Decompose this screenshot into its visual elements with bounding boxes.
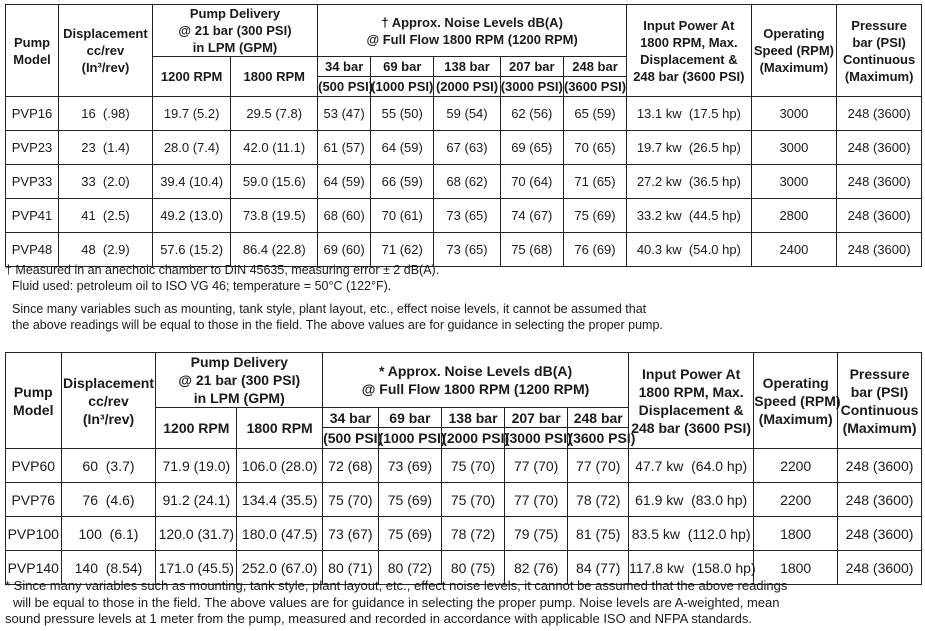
cell-delivery-1800: 29.5 (7.8) — [231, 97, 318, 131]
cell-operating-speed: 2200 — [754, 483, 838, 517]
header-noise-psi: (3600 PSI) — [563, 77, 626, 97]
table-2-footnotes — [5, 578, 915, 628]
spec-table-2 — [5, 352, 922, 585]
cell-noise-248: 76 (69) — [563, 233, 626, 267]
header-displacement: Displacement cc/rev (In³/rev) — [59, 5, 153, 97]
cell-delivery-1200: 71.9 (19.0) — [156, 449, 237, 483]
spec-table-1 — [5, 4, 922, 267]
cell-model: PVP16 — [6, 97, 59, 131]
cell-noise-69: 70 (61) — [371, 199, 434, 233]
table-row — [6, 165, 922, 199]
cell-noise-248: 75 (69) — [563, 199, 626, 233]
cell-noise-34: 72 (68) — [323, 449, 379, 483]
cell-noise-69: 80 (72) — [378, 551, 442, 585]
header-pump-model: Pump Model — [6, 353, 62, 449]
cell-noise-34: 53 (47) — [318, 97, 371, 131]
cell-delivery-1200: 57.6 (15.2) — [152, 233, 231, 267]
cell-noise-248: 70 (65) — [563, 131, 626, 165]
cell-noise-138: 75 (70) — [442, 483, 505, 517]
cell-noise-138: 73 (65) — [434, 199, 500, 233]
cell-delivery-1200: 19.7 (5.2) — [152, 97, 231, 131]
cell-displacement: 33 (2.0) — [59, 165, 153, 199]
header-pump-delivery: Pump Delivery @ 21 bar (300 PSI) in LPM (GPM) — [152, 5, 317, 57]
header-noise-psi: (3000 PSI) — [504, 428, 568, 449]
header-noise-psi: (500 PSI) — [323, 428, 379, 449]
cell-model: PVP60 — [6, 449, 62, 483]
cell-noise-207: 77 (70) — [504, 483, 568, 517]
cell-delivery-1800: 106.0 (28.0) — [237, 449, 323, 483]
header-noise-levels: * Approx. Noise Levels dB(A) @ Full Flow 1800 RPM (1200 RPM) — [323, 353, 629, 408]
cell-noise-207: 75 (68) — [500, 233, 563, 267]
cell-pressure: 248 (3600) — [838, 551, 922, 585]
header-operating-speed: Operating Speed (RPM) (Maximum) — [754, 353, 838, 449]
cell-noise-207: 70 (64) — [500, 165, 563, 199]
cell-pressure: 248 (3600) — [838, 483, 922, 517]
cell-displacement: 16 (.98) — [59, 97, 153, 131]
header-input-power: Input Power At 1800 RPM, Max. Displacement & 248 bar (3600 PSI) — [629, 353, 754, 449]
cell-noise-34: 80 (71) — [323, 551, 379, 585]
footnote-line: the above readings will be equal to those in the field. The above values are for guidance in selecting the proper pump. — [12, 318, 663, 332]
cell-noise-69: 71 (62) — [371, 233, 434, 267]
cell-noise-138: 80 (75) — [442, 551, 505, 585]
table-row — [6, 97, 922, 131]
cell-noise-138: 78 (72) — [442, 517, 505, 551]
header-noise-bar: 248 bar — [563, 57, 626, 77]
cell-delivery-1800: 134.4 (35.5) — [237, 483, 323, 517]
header-input-power: Input Power At 1800 RPM, Max. Displacement & 248 bar (3600 PSI) — [627, 5, 751, 97]
header-noise-psi: (2000 PSI) — [434, 77, 500, 97]
cell-displacement: 48 (2.9) — [59, 233, 153, 267]
footnote-line: will be equal to those in the field. The above values are for guidance in selecting the proper pump. Noise levels are A-weighted, mean — [13, 594, 780, 610]
cell-operating-speed: 3000 — [751, 165, 837, 199]
cell-displacement: 100 (6.1) — [61, 517, 156, 551]
cell-operating-speed: 2200 — [754, 449, 838, 483]
header-noise-psi: (3600 PSI) — [568, 428, 629, 449]
cell-operating-speed: 2400 — [751, 233, 837, 267]
cell-displacement: 60 (3.7) — [61, 449, 156, 483]
footnote-line: Fluid used: petroleum oil to ISO VG 46; temperature = 50°C (122°F). — [12, 279, 392, 293]
cell-delivery-1200: 39.4 (10.4) — [152, 165, 231, 199]
cell-noise-34: 73 (67) — [323, 517, 379, 551]
cell-pressure: 248 (3600) — [838, 517, 922, 551]
cell-pressure: 248 (3600) — [837, 131, 922, 165]
table-row — [6, 199, 922, 233]
cell-noise-34: 61 (57) — [318, 131, 371, 165]
header-rpm-1200: 1200 RPM — [156, 408, 237, 449]
cell-model: PVP76 — [6, 483, 62, 517]
header-displacement: Displacement cc/rev (In³/rev) — [61, 353, 156, 449]
header-operating-speed: Operating Speed (RPM) (Maximum) — [751, 5, 837, 97]
cell-input-power: 61.9 kw (83.0 hp) — [629, 483, 754, 517]
header-pump-delivery: Pump Delivery @ 21 bar (300 PSI) in LPM (GPM) — [156, 353, 323, 408]
cell-pressure: 248 (3600) — [837, 233, 922, 267]
cell-input-power: 47.7 kw (64.0 hp) — [629, 449, 754, 483]
cell-model: PVP33 — [6, 165, 59, 199]
cell-delivery-1200: 49.2 (13.0) — [152, 199, 231, 233]
header-noise-psi: (500 PSI) — [318, 77, 371, 97]
cell-noise-248: 65 (59) — [563, 97, 626, 131]
cell-noise-69: 66 (59) — [371, 165, 434, 199]
cell-noise-248: 77 (70) — [568, 449, 629, 483]
cell-delivery-1800: 59.0 (15.6) — [231, 165, 318, 199]
footnote-line: * Since many variables such as mounting, tank style, plant layout, etc., effect noise levels, it cannot be assumed that the above readings — [5, 578, 788, 593]
cell-noise-138: 75 (70) — [442, 449, 505, 483]
cell-pressure: 248 (3600) — [837, 97, 922, 131]
cell-model: PVP48 — [6, 233, 59, 267]
header-noise-bar: 69 bar — [371, 57, 434, 77]
footnote-line: Since many variables such as mounting, tank style, plant layout, etc., effect noise levels, it cannot be assumed that — [12, 302, 647, 316]
header-rpm-1800: 1800 RPM — [237, 408, 323, 449]
cell-delivery-1800: 252.0 (67.0) — [237, 551, 323, 585]
cell-noise-34: 64 (59) — [318, 165, 371, 199]
header-noise-psi: (1000 PSI) — [378, 428, 442, 449]
cell-displacement: 76 (4.6) — [61, 483, 156, 517]
cell-operating-speed: 1800 — [754, 551, 838, 585]
cell-noise-248: 71 (65) — [563, 165, 626, 199]
cell-delivery-1200: 120.0 (31.7) — [156, 517, 237, 551]
header-rpm-1800: 1800 RPM — [231, 57, 318, 97]
cell-noise-207: 74 (67) — [500, 199, 563, 233]
cell-noise-138: 68 (62) — [434, 165, 500, 199]
header-noise-psi: (2000 PSI) — [442, 428, 505, 449]
cell-delivery-1800: 42.0 (11.1) — [231, 131, 318, 165]
header-noise-psi: (3000 PSI) — [500, 77, 563, 97]
cell-noise-34: 75 (70) — [323, 483, 379, 517]
cell-delivery-1800: 73.8 (19.5) — [231, 199, 318, 233]
cell-noise-34: 68 (60) — [318, 199, 371, 233]
cell-input-power: 33.2 kw (44.5 hp) — [627, 199, 751, 233]
cell-noise-248: 84 (77) — [568, 551, 629, 585]
header-noise-psi: (1000 PSI) — [371, 77, 434, 97]
table-row — [6, 449, 922, 483]
header-pressure: Pressure bar (PSI) Continuous (Maximum) — [838, 353, 922, 449]
cell-pressure: 248 (3600) — [837, 165, 922, 199]
cell-noise-69: 73 (69) — [378, 449, 442, 483]
cell-input-power: 40.3 kw (54.0 hp) — [627, 233, 751, 267]
header-rpm-1200: 1200 RPM — [152, 57, 231, 97]
cell-delivery-1200: 28.0 (7.4) — [152, 131, 231, 165]
cell-model: PVP140 — [6, 551, 62, 585]
footnote-line: † Measured in an anechoic chamber to DIN 45635, measuring error ± 2 dB(A). — [5, 263, 440, 277]
cell-noise-138: 67 (63) — [434, 131, 500, 165]
cell-noise-207: 82 (76) — [504, 551, 568, 585]
footnote-line: sound pressure levels at 1 meter from the pump, measured and recorded in accordance with applicable ISO and NFPA standards. — [5, 611, 752, 626]
cell-operating-speed: 2800 — [751, 199, 837, 233]
cell-operating-speed: 3000 — [751, 131, 837, 165]
cell-noise-207: 62 (56) — [500, 97, 563, 131]
cell-input-power: 117.8 kw (158.0 hp) — [629, 551, 754, 585]
cell-displacement: 41 (2.5) — [59, 199, 153, 233]
cell-operating-speed: 3000 — [751, 97, 837, 131]
header-noise-levels: † Approx. Noise Levels dB(A) @ Full Flow 1800 RPM (1200 RPM) — [318, 5, 627, 57]
cell-displacement: 23 (1.4) — [59, 131, 153, 165]
cell-model: PVP23 — [6, 131, 59, 165]
header-noise-bar: 138 bar — [442, 408, 505, 428]
table-row — [6, 483, 922, 517]
cell-model: PVP100 — [6, 517, 62, 551]
cell-noise-248: 81 (75) — [568, 517, 629, 551]
cell-input-power: 27.2 kw (36.5 hp) — [627, 165, 751, 199]
cell-noise-69: 75 (69) — [378, 483, 442, 517]
table-row — [6, 517, 922, 551]
header-noise-bar: 248 bar — [568, 408, 629, 428]
cell-noise-207: 79 (75) — [504, 517, 568, 551]
header-pressure: Pressure bar (PSI) Continuous (Maximum) — [837, 5, 922, 97]
header-noise-bar: 207 bar — [504, 408, 568, 428]
header-noise-bar: 34 bar — [323, 408, 379, 428]
header-noise-bar: 69 bar — [378, 408, 442, 428]
cell-delivery-1200: 91.2 (24.1) — [156, 483, 237, 517]
header-noise-bar: 207 bar — [500, 57, 563, 77]
cell-delivery-1800: 86.4 (22.8) — [231, 233, 318, 267]
cell-operating-speed: 1800 — [754, 517, 838, 551]
cell-input-power: 13.1 kw (17.5 hp) — [627, 97, 751, 131]
header-pump-model: Pump Model — [6, 5, 59, 97]
header-noise-bar: 138 bar — [434, 57, 500, 77]
cell-delivery-1800: 180.0 (47.5) — [237, 517, 323, 551]
cell-pressure: 248 (3600) — [837, 199, 922, 233]
table-1-footnotes — [5, 262, 905, 333]
cell-noise-69: 75 (69) — [378, 517, 442, 551]
cell-noise-34: 69 (60) — [318, 233, 371, 267]
cell-model: PVP41 — [6, 199, 59, 233]
header-noise-bar: 34 bar — [318, 57, 371, 77]
table-row — [6, 131, 922, 165]
cell-noise-138: 73 (65) — [434, 233, 500, 267]
cell-noise-207: 69 (65) — [500, 131, 563, 165]
cell-noise-207: 77 (70) — [504, 449, 568, 483]
cell-pressure: 248 (3600) — [838, 449, 922, 483]
cell-input-power: 83.5 kw (112.0 hp) — [629, 517, 754, 551]
cell-noise-138: 59 (54) — [434, 97, 500, 131]
cell-input-power: 19.7 kw (26.5 hp) — [627, 131, 751, 165]
cell-noise-248: 78 (72) — [568, 483, 629, 517]
cell-noise-69: 55 (50) — [371, 97, 434, 131]
cell-delivery-1200: 171.0 (45.5) — [156, 551, 237, 585]
cell-displacement: 140 (8.54) — [61, 551, 156, 585]
cell-noise-69: 64 (59) — [371, 131, 434, 165]
